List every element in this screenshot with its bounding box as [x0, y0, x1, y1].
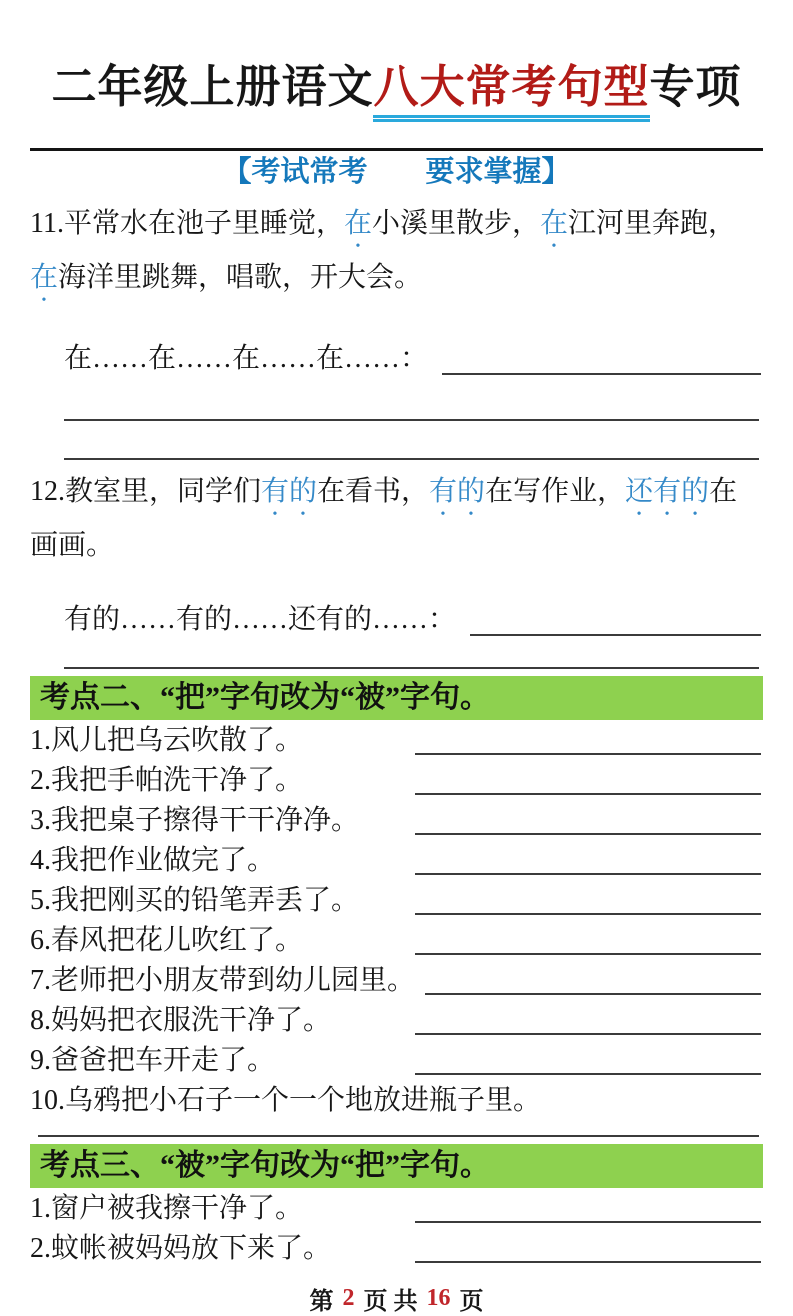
answer-blank [425, 993, 761, 995]
item-text: 9.爸爸把车开走了。 [30, 1044, 276, 1076]
item-text: 6.春风把花儿吹红了。 [30, 924, 304, 956]
item-text: 2.蚊帐被妈妈放下来了。 [30, 1232, 332, 1264]
pattern-row-12 [30, 597, 763, 643]
emphasis-word: 有的 [261, 475, 318, 507]
exercise-item [30, 801, 763, 841]
emphasis-word: 在 [30, 261, 59, 293]
answer-blank [415, 1073, 761, 1075]
answer-blank [64, 421, 759, 460]
answer-blank [64, 382, 759, 421]
exercise-item [30, 1189, 763, 1229]
answer-blank [415, 833, 761, 835]
answer-blank [38, 1121, 759, 1137]
page-footer [30, 1281, 763, 1316]
footer-suffix: 页 [459, 1288, 484, 1315]
question-11-text: 江河里奔跑， [568, 207, 737, 239]
title-divider [30, 148, 763, 151]
answer-blank [415, 793, 761, 795]
question-12-text: 在画画。 [30, 475, 738, 561]
exercise-item [30, 961, 763, 1001]
section-heading-kaodian3: 考点三、“被”字句改为“把”字句。 [30, 1144, 763, 1188]
section3-items [30, 1189, 763, 1269]
answer-blank [64, 643, 759, 669]
pattern-text-11: 在……在……在……在……： [64, 342, 429, 374]
exercise-item [30, 721, 763, 761]
pattern-text-12: 有的……有的……还有的……： [64, 603, 457, 635]
total-pages: 16 [426, 1284, 451, 1311]
answer-blank [415, 753, 761, 755]
item-text: 7.老师把小朋友带到幼儿园里。 [30, 964, 416, 996]
question-11-text: 海洋里跳舞，唱歌，开大会。 [58, 261, 423, 293]
answer-blank [442, 373, 761, 375]
page-number: 2 [342, 1284, 355, 1311]
question-11-text: 小溪里散步， [371, 207, 540, 239]
answer-blank [470, 634, 761, 636]
exercise-item [30, 1229, 763, 1269]
pattern-row-11 [30, 336, 763, 382]
exercise-item [30, 881, 763, 921]
item-text: 10.乌鸦把小石子一个一个地放进瓶子里。 [30, 1084, 542, 1116]
exercise-item [30, 921, 763, 961]
answer-blank [415, 953, 761, 955]
emphasis-word: 还有的 [625, 475, 710, 507]
answer-blank [415, 1221, 761, 1223]
exercise-item [30, 1041, 763, 1081]
section2-items [30, 721, 763, 1121]
question-12-text: 在看书， [317, 475, 430, 507]
page-title-right: 专项 [649, 62, 742, 113]
item-text: 1.窗户被我擦干净了。 [30, 1192, 304, 1224]
question-12-text: 12.教室里，同学们 [30, 475, 262, 507]
section-heading-kaodian2: 考点二、“把”字句改为“被”字句。 [30, 676, 763, 720]
footer-middle: 页 共 [363, 1288, 418, 1315]
answer-blank [415, 873, 761, 875]
question-11 [30, 200, 763, 308]
answer-blank [415, 1261, 761, 1263]
exercise-item [30, 761, 763, 801]
page-title [30, 60, 763, 118]
exercise-item [30, 841, 763, 881]
question-12-text: 在写作业， [485, 475, 626, 507]
emphasis-word: 有的 [429, 475, 486, 507]
question-12 [30, 468, 763, 569]
emphasis-word: 在 [540, 207, 569, 239]
exercise-item [30, 1081, 763, 1121]
item-text: 8.妈妈把衣服洗干净了。 [30, 1004, 332, 1036]
exercise-item [30, 1001, 763, 1041]
footer-prefix: 第 [309, 1288, 334, 1315]
item-text: 1.风儿把乌云吹散了。 [30, 724, 304, 756]
answer-blank [415, 1033, 761, 1035]
subtitle: 【考试常考 要求掌握】 [222, 156, 571, 189]
item-text: 4.我把作业做完了。 [30, 844, 276, 876]
question-11-text: 11.平常水在池子里睡觉， [30, 207, 344, 239]
item-text: 2.我把手帕洗干净了。 [30, 764, 304, 796]
item-text: 3.我把桌子擦得干干净净。 [30, 804, 360, 836]
page-title-highlight: 八大常考句型 [373, 60, 649, 118]
emphasis-word: 在 [343, 207, 372, 239]
page-title-left: 二年级上册语文 [51, 62, 374, 113]
answer-blank [415, 913, 761, 915]
item-text: 5.我把刚买的铅笔弄丢了。 [30, 884, 360, 916]
